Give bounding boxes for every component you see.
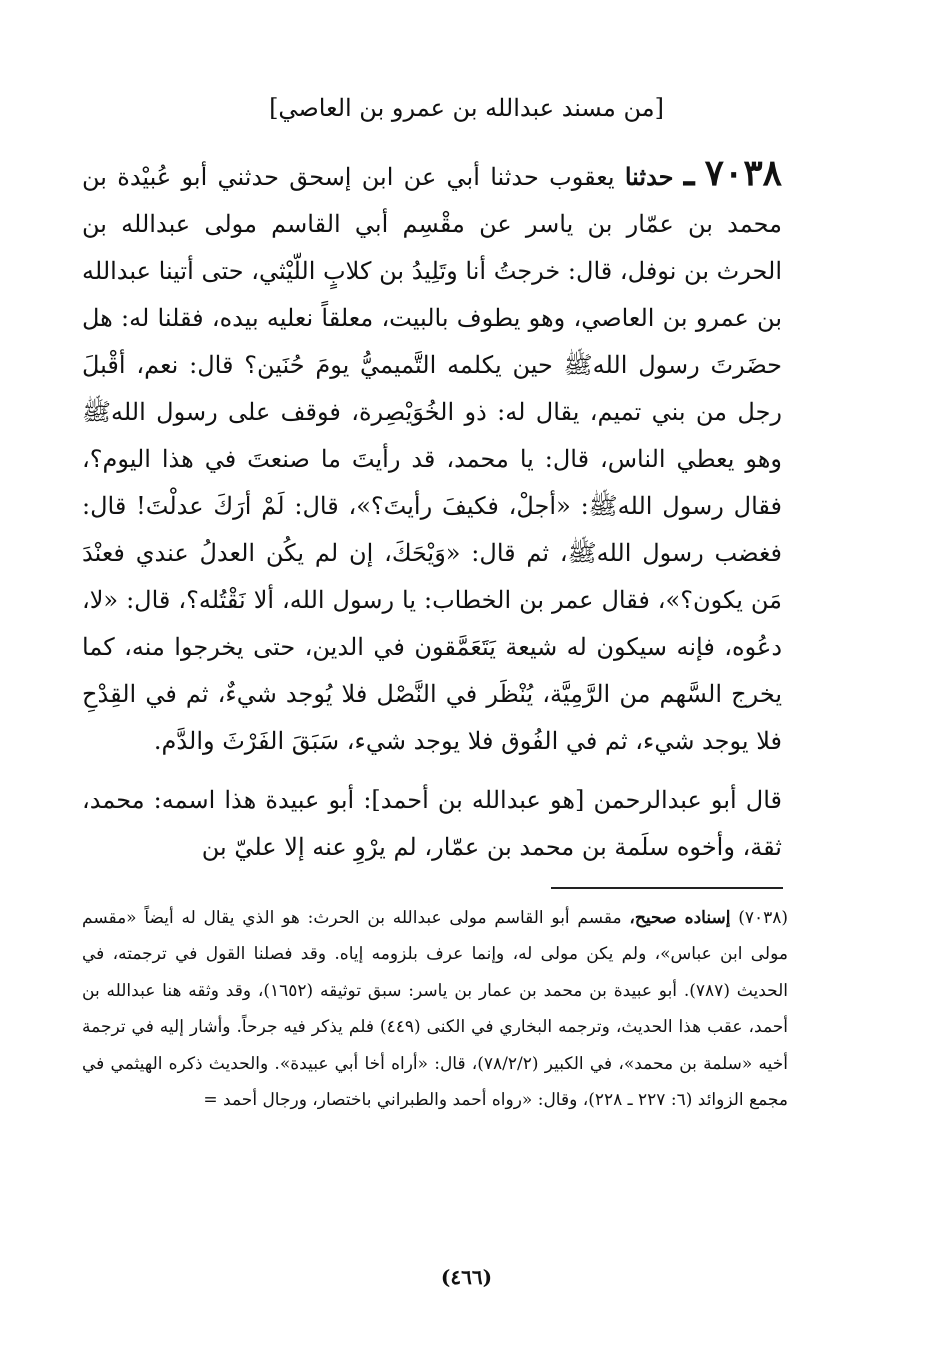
page-number: (٤٦٦): [440, 1265, 493, 1289]
hadith-number: ٧٠٣٨: [704, 152, 782, 194]
editor-note: قال أبو عبدالرحمن [هو عبدالله بن أحمد]: أبو عبيدة هذا اسمه: محمد، ثقة، وأخوه سلَمة بن محمد بن عمّار، لم يرْوِ عنه إلا عليّ بن: [82, 786, 782, 861]
footnote-divider: [551, 887, 783, 889]
running-header: [من مسند عبدالله بن عمرو بن العاصي]: [269, 94, 664, 122]
footnote: [82, 900, 788, 1118]
hadith-paragraph: [82, 150, 782, 765]
hadith-dash: ـ: [683, 152, 695, 194]
hadith-body: يعقوب حدثنا أبي عن ابن إسحق حدثني أبو عُبيْدة بن محمد بن عمّار بن ياسر عن مقْسِم أبي القاسم مولى عبدالله بن الحرث بن نوفل، قال: خرجتُ أنا وتَلِيدُ بن كلابٍ اللّيْثي، حتى أتينا عبدالله بن عمرو بن العاصي، وهو يطوف بالبيت، معلقاً نعليه بيده، فقلنا له: هل حضَرتَ رسول اللهﷺ حين يكلمه التَّميميُّ يومَ حُنَين؟ قال: نعم، أقْبلَ رجل من بني تميم، يقال له: ذو الخُوَيْصِرة، فوقف على رسول اللهﷺ وهو يعطي الناس، قال: يا محمد، قد رأيتَ ما صنعتَ في هذا اليوم؟، فقال رسول اللهﷺ: «أجلْ، فكيفَ رأيتَ؟»، قال: لَمْ أرَكَ عدلْتَ! قال: فغضب رسول اللهﷺ، ثم قال: «وَيْحَكَ، إن لم يكُن العدلُ عندي فعنْدَ مَن يكون؟»، فقال عمر بن الخطاب: يا رسول الله، ألا نَقْتُله؟، قال: «لا، دعُوه، فإنه سيكون له شيعة يَتَعَمَّقون في الدين، حتى يخرجوا منه، كما يخرج السَّهم من الرَّمِيَّة، يُنْظَر في النَّصْل فلا يُوجد شيءٌ، ثم في القِدْحِ فلا يوجد شيء، ثم في الفُوق فلا يوجد شيء، سَبَقَ الفَرْثَ والدَّم.: [82, 163, 783, 755]
footnote-body: مقسم أبو القاسم مولى عبدالله بن الحرث: هو الذي يقال له أيضاً «مقسم مولى ابن عباس»، ولم يكن مولى له، وإنما عرف بلزومه إياه. وقد فصلنا القول في ترجمته، في الحديث (٧٨٧). أبو عبيدة بن محمد بن عمار بن ياسر: سبق توثيقه (١٦٥٢)، وقد وثقه هنا عبدالله بن أحمد، عقب هذا الحديث، وترجمه البخاري في الكنى (٤٤٩) فلم يذكر فيه جرحاً. وأشار إليه في ترجمة أخيه «سلمة بن محمد»، في الكبير (٧٨/٢/٢)، قال: «أراه أخا أبي عبيدة». والحديث ذكره الهيثمي في مجمع الزوائد (٦: ٢٢٧ ـ ٢٢٨)، وقال: «رواه أحمد والطبراني باختصار، ورجال أحمد =: [82, 908, 788, 1111]
footnote-lead: إسناده صحيح،: [629, 908, 731, 928]
footnote-ref: (٧٠٣٨): [738, 908, 789, 928]
hadith-opening: حدثنا: [624, 162, 674, 191]
hadith-text: [82, 150, 782, 871]
